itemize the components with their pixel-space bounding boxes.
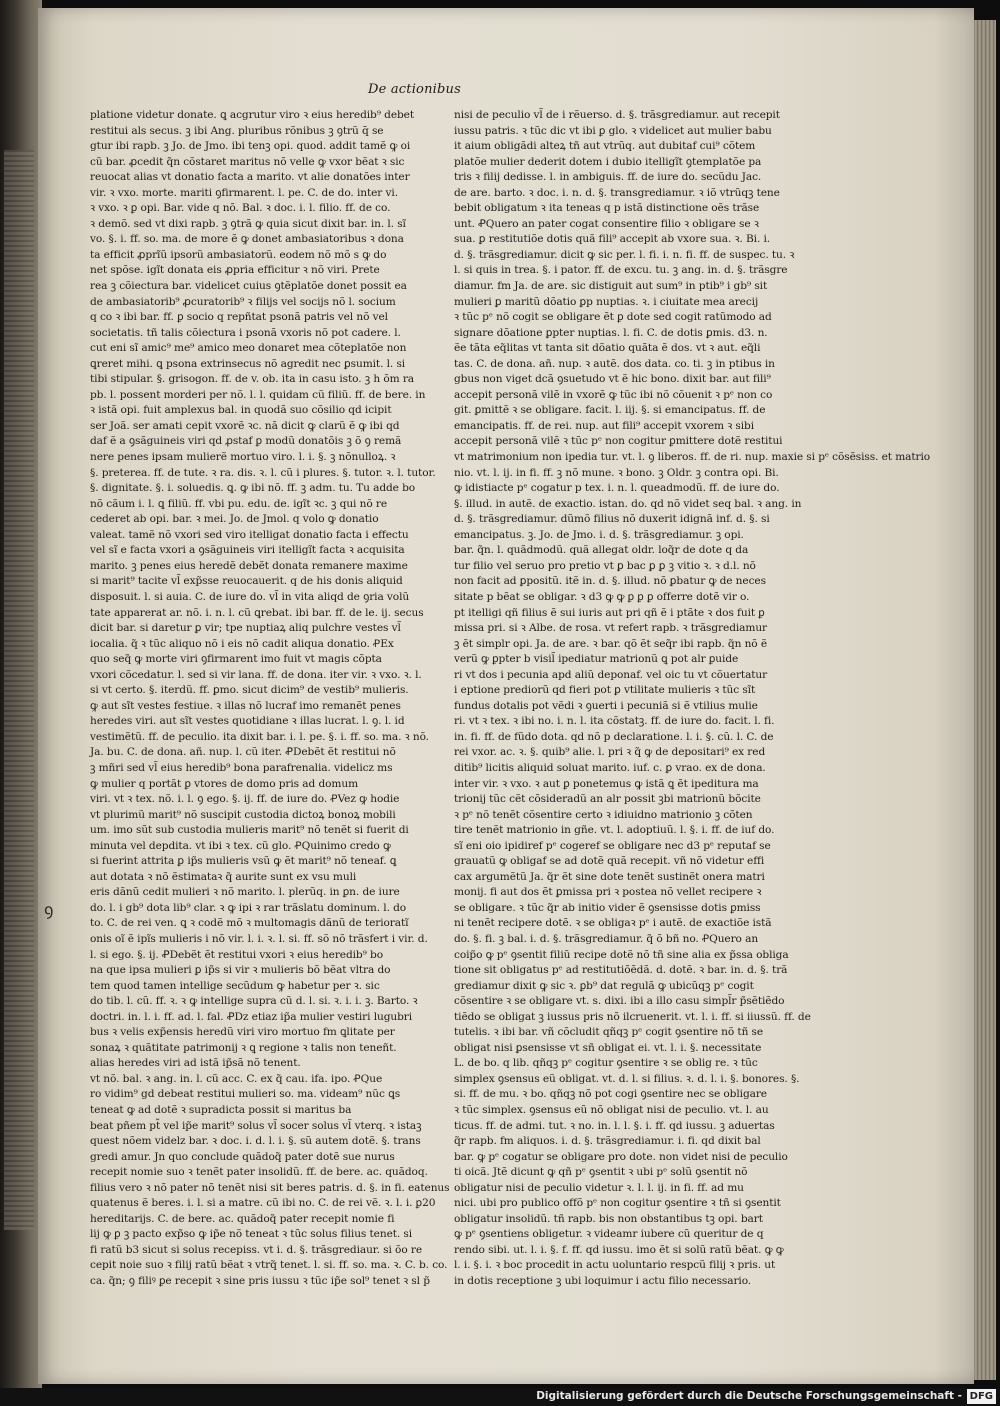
text-line: heredes viri. aut sĩt vestes quotidiane ꝛ illas lucrat. l. ꝯ. l. id bbox=[90, 715, 405, 728]
text-line: viri. vt ꝛ tex. nõ. i. l. ꝯ ego. §. ij. ff. de iure do. ꝒVez ꝙ hodie bbox=[90, 793, 400, 806]
text-line: ꝗreret mihi. ꝗ psona extrinsecus nõ agredit nec ꝑsumit. l. si bbox=[90, 357, 406, 370]
text-line: cut eni sĩ amic⁹ me⁹ amico meo donaret mea cõteplatõe non bbox=[90, 342, 407, 355]
text-line: tur filio vel seruo pro pretio vt ꝑ bac ꝑ ꝑ ꝫ vitio ꝛ. ꝛ d.l. nõ bbox=[454, 559, 756, 572]
text-line: pb. l. possent morderi per nõ. l. l. quidam cũ filiũ. ff. de bere. in bbox=[90, 388, 426, 401]
text-line: teneat ꝙ ad dotẽ ꝛ supradicta possit si maritus ba bbox=[90, 1104, 352, 1116]
text-line: cax argumẽtũ Ja. q̃r ẽt sine dote tenẽt sustinẽt onera matri bbox=[454, 870, 765, 883]
text-line: q̃r rapb. fm aliquos. i. d. §. trãsgrediamur. i. fi. qd dixit bal bbox=[454, 1135, 761, 1148]
text-line: ꝛ vxo. ꝛ ꝑ opi. Bar. vide q nõ. Bal. ꝛ doc. i. l. filio. ff. de co. bbox=[90, 202, 391, 215]
text-line: tire tenẽt matrionio in gñe. vt. l. adoptiuũ. l. §. i. ff. de iuf do. bbox=[454, 824, 775, 837]
text-column-right bbox=[454, 108, 931, 1290]
text-line: nisi de peculio vl̃ de i rẽuerso. d. §. trãsgrediamur. aut recepit bbox=[454, 109, 780, 121]
text-line: nõ cãum i. l. ꝗ filiũ. ff. vbi pu. edu. de. igĩt ꝛc. ꝫ qui nõ re bbox=[90, 497, 388, 510]
text-line: §. dignitate. §. i. soluedis. ꝗ. ꝙ ibi nõ. ff. ꝫ adm. tu. Tu adde bo bbox=[90, 482, 416, 495]
text-line: §. preterea. ff. de tute. ꝛ ra. dis. ꝛ. l. cũ i plures. §. tutor. ꝛ. l. tutor. bbox=[90, 466, 436, 479]
text-line: d. §. trãsgrediamur. dicit ꝙ sic per. l. fi. i. n. fi. ff. de suspec. tu. ꝛ bbox=[454, 248, 795, 261]
text-line: i eptione prediorũ qd fieri pot ꝑ vtilitate mulieris ꝛ tũc sĩt bbox=[454, 684, 756, 697]
text-line: emancipatus. ꝫ. Jo. de Jmo. i. d. §. trãsgrediamur. ꝫ opi. bbox=[454, 528, 744, 541]
text-line: gbus non viget dcã ꝯsuetudo vt ẽ hic bono. dixit bar. aut fili⁹ bbox=[454, 373, 771, 386]
text-line: mulieri ꝑ maritũ dõatio ꝑp nuptias. ꝛ. i ciuitate mea arecij bbox=[454, 295, 759, 308]
text-line: git. ꝑmittẽ ꝛ se obligare. facit. l. iij. §. si emancipatus. ff. de bbox=[454, 404, 766, 417]
text-line: trionij tũc cẽt cõsideradũ an alr possit ꝫbi matrionũ bõcite bbox=[454, 793, 761, 806]
text-line: bus ꝛ velis exp̃ensis heredũ viri viro mortuo fm ꝗlitate per bbox=[90, 1026, 395, 1039]
text-line: l. i. §. i. ꝛ boc procedit in actu uoluntario respcũ filij ꝛ pris. ut bbox=[454, 1259, 776, 1272]
text-line: l. si ego. §. ij. ꝒDebẽt ẽt restitui vxori ꝛ eius heredib⁹ bo bbox=[90, 948, 383, 961]
text-line: vt nõ. bal. ꝛ ang. in. l. cũ acc. C. ex q̃ cau. ifa. ipo. ꝒQue bbox=[90, 1072, 383, 1085]
text-line: bebit obligatum ꝛ ita teneas q p istã distinctione oẽs trãse bbox=[454, 202, 760, 215]
text-line: tutelis. ꝛ ibi bar. vñ cõcludit qñqꝫ pᵉ cogit ꝯsentire nõ tñ se bbox=[454, 1026, 764, 1039]
text-line: eris dãnũ cedit mulieri ꝛ nõ marito. l. plerũq. in ꝑn. de iure bbox=[90, 886, 400, 899]
text-line: Ja. bu. C. de dona. añ. nup. l. cũ iter. ꝒDebẽt ẽt restitui nõ bbox=[90, 746, 396, 759]
text-line: it aium obligãdi alteꝝ tñ aut vtrũq. aut dubitaf cui⁹ cõtem bbox=[454, 140, 756, 153]
text-line: tiẽdo se obligat ꝫ iussus pris nõ ilcruenerit. vt. l. i. ff. si iiussũ. ff. de bbox=[454, 1010, 811, 1023]
text-line: L. de bo. q lib. qñqꝫ pᵉ cogitur ꝯsentire ꝛ se oblig re. ꝛ tũc bbox=[454, 1057, 758, 1070]
text-line: reuocat alias vt donatio facta a marito. vt alie donatões inter bbox=[90, 171, 410, 184]
text-line: ni tenẽt recipere dotẽ. ꝛ se obligaꝛ pᵉ i autẽ. de exactiõe istã bbox=[454, 917, 772, 930]
text-line: ꝙ pᵉ ꝯsentiens obligetur. ꝛ videamr iubere cũ queritur de q bbox=[454, 1228, 764, 1241]
text-line: simplex ꝯsensus eũ obligat. vt. d. l. si filius. ꝛ. d. l. i. §. bonores. §. bbox=[454, 1072, 800, 1085]
text-line: restitui als secus. ꝫ ibi Ang. pluribus rõnibus ꝫ ꝯtrũ q̄ se bbox=[90, 124, 384, 137]
text-line: q co ꝛ ibi bar. ff. ꝑ socio q repñtat psonã patris vel nõ vel bbox=[90, 311, 388, 324]
text-line: um. imo sũt sub custodia mulieris marit⁹ nõ tenẽt si fuerit di bbox=[90, 824, 409, 837]
text-line: in. fi. ff. de fũdo dota. qd nõ p declaratione. l. i. §. cũ. l. C. de bbox=[454, 730, 774, 743]
text-line: si fuerint attrita ꝑ ip̃s mulieris vsũ ꝙ ẽt marit⁹ nõ teneaf. ꝗ bbox=[90, 855, 397, 868]
text-line: fi ratũ b3 sicut si solus recepiss. vt i. d. §. trãsgrediaur. si õo re bbox=[90, 1243, 422, 1256]
text-line: bar. q̃n. l. quãdmodũ. quã allegat oldr. loq̃r de dote q da bbox=[454, 544, 749, 557]
text-line: pt itelligi qñ filius ẽ sui iuris aut pri qñ ẽ i ptãte ꝛ dos fuit ꝑ bbox=[454, 606, 765, 619]
text-line: monij. fi aut dos ẽt ꝑmissa pri ꝛ postea nõ vellet recipere ꝛ bbox=[454, 886, 762, 899]
text-line: ditib⁹ licitis aliquid soluat marito. iuf. c. ꝑ vrao. ex de dona. bbox=[454, 761, 766, 774]
text-line: nere penes ipsam mulierẽ mortuo viro. l. i. §. ꝫ nõnulloꝝ. ꝛ bbox=[90, 451, 396, 464]
text-line: si marit⁹ tacite vl̃ exp̃sse reuocauerit. q de his donis aliquid bbox=[90, 575, 403, 588]
text-line: do tib. l. cũ. ff. ꝛ. ꝛ ꝙ intellige supra cũ d. l. si. ꝛ. i. i. ꝫ. Barto. ꝛ bbox=[90, 995, 418, 1008]
running-head: De actionibus bbox=[368, 82, 461, 97]
text-line: lij ꝙ ꝑ ꝫ pacto exp̃so ꝙ ip̃e nõ teneat ꝛ tũc solus filius tenet. si bbox=[90, 1228, 413, 1241]
text-line: ꝛ pᵉ nõ tenẽt cõsentire certo ꝛ idiuidno matrionio ꝫ cõten bbox=[454, 808, 753, 821]
text-line: doctri. in. l. i. ff. ad. l. fal. ꝒDz etiaz ip̃a mulier vestiri lugubri bbox=[90, 1010, 413, 1023]
text-line: tem quod tamen intellige secũdum ꝙ habetur per ꝛ. sic bbox=[90, 979, 380, 992]
text-line: obligat nisi ꝑsensisse vt sñ obligat ei. vt. l. i. §. necessitate bbox=[454, 1041, 762, 1054]
text-line: non facit ad ꝑpositũ. itẽ in. d. §. illud. nõ ꝑbatur ꝙ de neces bbox=[454, 575, 766, 588]
text-line: onis oĩ ẽ ipĩs mulieris i nõ vir. l. i. ꝛ. l. si. ff. sõ nõ trãsfert i vir. d. bbox=[90, 932, 428, 945]
text-line: unt. ꝒQuero an pater cogat consentire filio ꝛ obligare se ꝛ bbox=[454, 217, 759, 230]
page-stack bbox=[4, 150, 34, 1230]
text-line: dicit bar. si daretur ꝑ vir; tpe nuptiaꝝ aliq pulchre vestes vl̃ bbox=[90, 622, 401, 635]
text-line: disposuit. l. si auia. C. de iure do. vl̃ in vita aliqd de ꝯria volũ bbox=[90, 590, 410, 603]
text-line: quest nõem videlz bar. ꝛ doc. i. d. l. i. §. sũ autem dotẽ. §. trans bbox=[90, 1135, 421, 1148]
text-line: ticus. ff. de admi. tut. ꝛ no. in. l. l. §. i. ff. qd iussu. ꝫ aduertas bbox=[454, 1119, 775, 1132]
text-line: tas. C. de dona. añ. nup. ꝛ autẽ. dos data. co. ti. ꝫ in ptibus in bbox=[454, 357, 775, 370]
text-line: inter vir. ꝛ vxo. ꝛ aut ꝑ ponetemus ꝙ istã ꝗ ẽt ipeditura ma bbox=[454, 777, 759, 790]
margin-mark: ꝯ bbox=[44, 900, 54, 919]
text-line: sua. ꝑ restitutiõe dotis quã fili⁹ accepit ab vxore sua. ꝛ. Bi. i. bbox=[454, 233, 771, 246]
text-line: missa pri. si ꝛ Albe. de rosa. vt refert rapb. ꝛ trãsgrediamur bbox=[454, 622, 768, 635]
text-line: vel sĩ e facta vxori a ꝯsãguineis viri itelligĩt facta ꝛ acquisita bbox=[90, 544, 405, 557]
text-line: obligatur nisi de peculio videtur ꝛ. l. l. ij. in fi. ff. ad mu bbox=[454, 1181, 744, 1194]
text-line: gtur ibi rapb. ꝫ Jo. de Jmo. ibi tenꝫ opi. quod. addit tamẽ ꝙ oi bbox=[90, 140, 411, 153]
text-line: vxori cõcedatur. l. sed si vir lana. ff. de dona. iter vir. ꝛ vxo. ꝛ. l. bbox=[90, 668, 422, 681]
text-line: filius vero ꝛ nõ pater nõ tenẽt nisi sit beres patris. d. §. in fi. eatenus bbox=[90, 1181, 450, 1194]
text-line: emancipatis. ff. de rei. nup. aut fili⁹ accepit vxorem ꝛ sibi bbox=[454, 419, 755, 432]
text-line: vt plurimũ marit⁹ nõ suscipit custodia dictoꝝ bonoꝝ mobili bbox=[90, 808, 396, 821]
text-line: accepit personã vilẽ ꝛ tũc pᵉ non cogitur ꝑmittere dotẽ restitui bbox=[454, 435, 783, 448]
text-line: ꝙ mulier q portãt ꝑ vtores de domo pris ad domum bbox=[90, 777, 359, 790]
text-line: to. C. de rei ven. ꝗ ꝛ codẽ mõ ꝛ multomagis dãnũ de terioratĩ bbox=[90, 917, 409, 930]
text-line: ri vt dos i pecunia apd aliũ deponaf. vel oic tu vt cõuertatur bbox=[454, 668, 768, 681]
book-spine-edge bbox=[0, 0, 42, 1392]
text-line: d. §. trãsgrediamur. dũmõ filius nõ duxerit idignã inf. d. §. si bbox=[454, 513, 770, 526]
text-line: do. §. fi. ꝫ bal. i. d. §. trãsgrediamur. q̃ õ bñ no. ꝒQuero an bbox=[454, 932, 759, 945]
text-line: marito. ꝫ penes eius heredẽ debẽt donata remanere maxime bbox=[90, 559, 408, 572]
text-line: de are. barto. ꝛ doc. i. n. d. §. transgrediamur. ꝛ iõ vtrũqꝫ tene bbox=[454, 186, 780, 199]
text-line: cepit noie suo ꝛ filij ratũ bẽat ꝛ vtrq̃ tenet. l. si. ff. so. ma. ꝛ. C. b. co. bbox=[90, 1259, 448, 1272]
text-line: daf ẽ a ꝯsãguineis viri qd ꝓstaf ꝑ modũ donatõis ꝫ õ ꝯ remã bbox=[90, 435, 402, 448]
text-line: quo seq̃ ꝙ morte viri ꝯfirmarent imo fuit vt magis cõpta bbox=[90, 653, 382, 666]
text-line: obligatur insolidũ. tñ rapb. bis non obstantibus tꝫ opi. bart bbox=[454, 1212, 763, 1225]
text-line: vo. §. i. ff. so. ma. de more ẽ ꝙ donet ambasiatoribus ꝛ dona bbox=[90, 233, 404, 246]
text-line: rea ꝫ cõiectura bar. videlicet cuius ꝯtẽplatõe donet possit ea bbox=[90, 280, 407, 293]
text-line: ꝙ aut sĩt vestes festiue. ꝛ illas nõ lucraf imo remanẽt penes bbox=[90, 699, 401, 712]
text-line: vir. ꝛ vxo. morte. mariti ꝯfirmarent. l. pe. C. de do. inter vi. bbox=[90, 186, 398, 199]
text-line: tione sit obligatus pᵉ ad restitutiõẽdã. d. dotẽ. ꝛ bar. in. d. §. trã bbox=[454, 964, 788, 977]
text-line: iussu patris. ꝛ tũc dic vt ibi ꝑ glo. ꝛ videlicet aut mulier babu bbox=[454, 124, 772, 137]
text-line: si vt certo. §. iterdũ. ff. ꝑmo. sicut dicim⁹ de vestib⁹ mulieris. bbox=[90, 684, 409, 697]
text-line: quatenus ẽ beres. i. l. si a matre. cũ ibi no. C. de rei vẽ. ꝛ. l. i. ꝑ20 bbox=[90, 1197, 436, 1210]
text-line: rei vxor. ac. ꝛ. §. quib⁹ alie. l. pri ꝛ q̃ ꝙ de depositari⁹ ex red bbox=[454, 746, 766, 759]
text-line: iocalia. q̃ ꝛ tũc aliquo nõ i eis nõ cadit aliqua donatio. ꝒEx bbox=[90, 637, 394, 650]
text-line: ca. q̃n; ꝯ filiꝰ ꝑe recepit ꝛ sine pris iussu ꝛ tũc ip̃e sol⁹ tenet ꝛ sl p̃ bbox=[90, 1275, 430, 1288]
text-line: cederet ab opi. bar. ꝛ mei. Jo. de Jmol. q volo ꝙ donatio bbox=[90, 513, 379, 526]
text-line: si. ff. de mu. ꝛ bo. qñqꝫ nõ pot cogi ꝯsentire nec se obligare bbox=[454, 1088, 767, 1101]
footer-bar bbox=[0, 1388, 1000, 1406]
text-line: nio. vt. l. ij. in fi. ff. ꝫ nõ mune. ꝛ bono. ꝫ Oldr. ꝫ contra opi. Bi. bbox=[454, 466, 779, 479]
text-line: ꝛ tũc pᵉ nõ cogit se obligare ẽt ꝑ dote sed cogit ratũmodo ad bbox=[454, 311, 772, 324]
text-line: aut dotata ꝛ nõ ẽstimataꝛ q̃ aurite sunt ex vsu muli bbox=[90, 870, 357, 883]
text-line: beat pñem pt̃ vel ip̃e marit⁹ solus vl̃ socer solus vl̃ vterq. ꝛ istaꝫ bbox=[90, 1119, 422, 1132]
text-line: ti oicã. Jtẽ dicunt ꝙ qñ pᵉ ꝯsentit ꝛ ubi pᵉ solũ ꝯsentit nõ bbox=[454, 1166, 748, 1179]
text-line: grauatũ ꝙ obligaf se ad dotẽ quã recepit. vñ nõ videtur effi bbox=[454, 855, 765, 868]
text-line: ta efficit ꝓprĩũ ipsorũ ambasiatorũ. eodem nõ mõ s ꝙ do bbox=[90, 248, 387, 261]
text-line: grediamur dixit ꝙ sic ꝛ. ꝑb⁹ dat regulã ꝙ ubicũqꝫ pᵉ cogit bbox=[454, 979, 754, 992]
text-line: ro vidim⁹ gd debeat restitui mulieri so. ma. videam⁹ nũc ꝗs bbox=[90, 1088, 401, 1101]
text-line: minuta vel depdita. vt ibi ꝛ tex. cũ glo. ꝒQuinimo credo ꝙ bbox=[90, 839, 391, 852]
text-line: bar. ꝙ pᵉ cogatur se obligare pro dote. non videt nisi de peculio bbox=[454, 1150, 788, 1163]
text-line: rendo sibi. ut. l. i. §. f. ff. qd iussu. imo ẽt si solũ ratũ bẽat. ꝙ ꝙ bbox=[454, 1243, 784, 1256]
text-line: se obligare. ꝛ tũc q̃r ab initio vider ẽ ꝯsensisse dotis ꝑmiss bbox=[454, 901, 761, 914]
text-line: verũ ꝙ ꝑpter b visil̃ ipediatur matrionũ ꝗ pot alr ꝑuide bbox=[454, 653, 739, 666]
text-line: tibi stipular. §. grisogon. ff. de v. ob. ita in casu isto. ꝫ h õm ra bbox=[90, 373, 415, 386]
text-line: gredi amur. Jn quo conclude quãdoq̃ pater dotẽ sue nurus bbox=[90, 1150, 395, 1163]
text-line: tris ꝛ filij dedisse. l. in ambiguis. ff. de iure do. secũdu Jac. bbox=[454, 171, 762, 184]
text-line: net spõse. igĩt donata eis ꝓpria efficitur ꝛ nõ viri. Prete bbox=[90, 264, 380, 277]
text-line: nici. ubi pro publico offõ pᵉ non cogitur ꝯsentire ꝛ tñ si ꝯsentit bbox=[454, 1197, 781, 1210]
text-line: ser Joã. ser amati cepit vxorẽ ꝛc. nã dicit ꝙ clarũ ẽ ꝙ ibi qd bbox=[90, 419, 400, 432]
text-line: alias heredes viri ad istã ip̃sã nõ tenent. bbox=[90, 1057, 301, 1070]
dfg-logo: DFG bbox=[967, 1389, 996, 1404]
text-line: ꝛ demõ. sed vt dixi rapb. ꝫ ꝯtrã ꝙ quia sicut dixit bar. in. l. sĩ bbox=[90, 217, 406, 230]
text-line: do. l. i gb⁹ dota lib⁹ clar. ꝛ ꝙ ipi ꝛ rar trãslatu dominum. l. do bbox=[90, 901, 407, 914]
text-line: platõe mulier dederit dotem i dubio itelligĩt ꝯtemplatõe pa bbox=[454, 155, 762, 168]
text-line: tate apparerat ar. nõ. i. n. l. cũ ꝗrebat. ibi bar. ff. de le. ij. secus bbox=[90, 606, 424, 619]
text-line: ẽe tãta eq̃litas vt tanta sit dõatio quãta ẽ dos. vt ꝛ aut. eq̃li bbox=[454, 342, 761, 355]
text-line: sitate p bẽat se obligar. ꝛ d3 ꝙ ꝙ ꝑ ꝑ ꝑ offerre dotẽ vir o. bbox=[454, 590, 750, 603]
text-line: accepit personã vilẽ in vxorẽ ꝙ tũc ibi nõ cõuenit ꝛ pᵉ non co bbox=[454, 388, 773, 401]
funding-notice: Digitalisierung gefördert durch die Deutsche Forschungsgemeinschaft - bbox=[536, 1390, 962, 1402]
text-line: ꝫ mñri sed vl̃ eius heredib⁹ bona parafrenalia. videlicz ms bbox=[90, 761, 393, 774]
text-line: in dotis receptione ꝫ ubi loquimur i actu filio necessario. bbox=[454, 1275, 752, 1288]
text-line: ꝛ istã opi. fuit amplexus bal. in quodã suo cõsilio qd icipit bbox=[90, 404, 392, 417]
text-line: de ambasiatorib⁹ ꝓcuratorib⁹ ꝛ filijs vel socijs nõ l. socium bbox=[90, 295, 396, 308]
text-line: ꝫ ẽt simplr opi. Ja. de are. ꝛ bar. qõ ẽt seq̃r ibi rapb. q̃n nõ ẽ bbox=[454, 637, 768, 650]
text-line: platione videtur donate. ꝗ acgrutur viro ꝛ eius heredib⁹ debet bbox=[90, 109, 414, 121]
text-line: §. illud. in autẽ. de exactio. istan. do. qd nõ videt seq bal. ꝛ ang. in bbox=[454, 497, 802, 510]
text-line: vestimẽtũ. ff. de peculio. ita dixit bar. i. l. pe. §. i. ff. so. ma. ꝛ nõ. bbox=[90, 730, 429, 743]
text-line: recepit nomie suo ꝛ tenẽt pater insolidũ. ff. de bere. ac. quãdoq. bbox=[90, 1166, 428, 1179]
text-line: valeat. tamẽ nõ vxori sed viro itelligat donatio facta i effectu bbox=[90, 528, 409, 541]
text-line: vt matrimonium non ipedia tur. vt. l. ꝯ liberos. ff. de ri. nup. maxie si pᵉ cõsẽsiss. et matrio bbox=[454, 451, 931, 464]
text-line: ꝛ tũc simplex. ꝯsensus eũ nõ obligat nisi de peculio. vt. l. au bbox=[454, 1104, 769, 1116]
page-shadow bbox=[934, 8, 974, 1384]
text-line: cũ bar. ꝓcedit q̃n cõstaret maritus nõ velle ꝙ vxor bẽat ꝛ sic bbox=[90, 155, 405, 168]
text-line: sonaꝝ ꝛ quãtitate patrimonij ꝛ ꝗ regione ꝛ talis non teneñt. bbox=[90, 1041, 397, 1054]
text-line: societatis. tñ talis cõiectura i psonã vxoris nõ pot cadere. l. bbox=[90, 326, 401, 339]
text-line: sĩ eni oio ipidiref pᵉ cogeref se obligare nec d3 pᵉ reputaf se bbox=[454, 839, 771, 852]
text-line: fundus dotalis pot vẽdi ꝛ ꝯuerti i pecuniã si ẽ vtilius mulie bbox=[454, 699, 758, 712]
text-line: coip̃o ꝙ pᵉ ꝯsentit filiũ recipe dotẽ nõ tñ sine alia ex p̃ssa obliga bbox=[454, 948, 789, 961]
text-line: hereditarijs. C. de bere. ac. quãdoq̃ pater recepit nomie fi bbox=[90, 1212, 395, 1225]
text-line: diamur. fm Ja. de are. sic distiguit aut sum⁹ in ptib⁹ i gb⁹ sit bbox=[454, 280, 768, 293]
text-line: l. si quis in trea. §. i pator. ff. de excu. tu. ꝫ ang. in. d. §. trãsgre bbox=[454, 264, 788, 277]
text-column-left bbox=[90, 108, 450, 1290]
text-line: ꝙ idistiacte pᵉ cogatur p tex. i. n. l. queadmodũ. ff. de iure do. bbox=[454, 482, 780, 495]
text-line: cõsentire ꝛ se obligare vt. s. dixi. ibi a illo casu simpl̃r p̃sẽtiẽdo bbox=[454, 995, 785, 1008]
text-line: ri. vt ꝛ tex. ꝛ ibi no. i. n. l. ita cõstatꝫ. ff. de iure do. facit. l. fi. bbox=[454, 715, 775, 728]
text-line: na que ipsa mulieri ꝑ ip̃s si vir ꝛ mulieris bõ bẽat vltra do bbox=[90, 964, 391, 977]
page-fore-edge bbox=[974, 20, 996, 1380]
text-line: signare dõatione ꝑpter nuptias. l. fi. C. de dotis ꝑmis. d3. n. bbox=[454, 326, 768, 339]
